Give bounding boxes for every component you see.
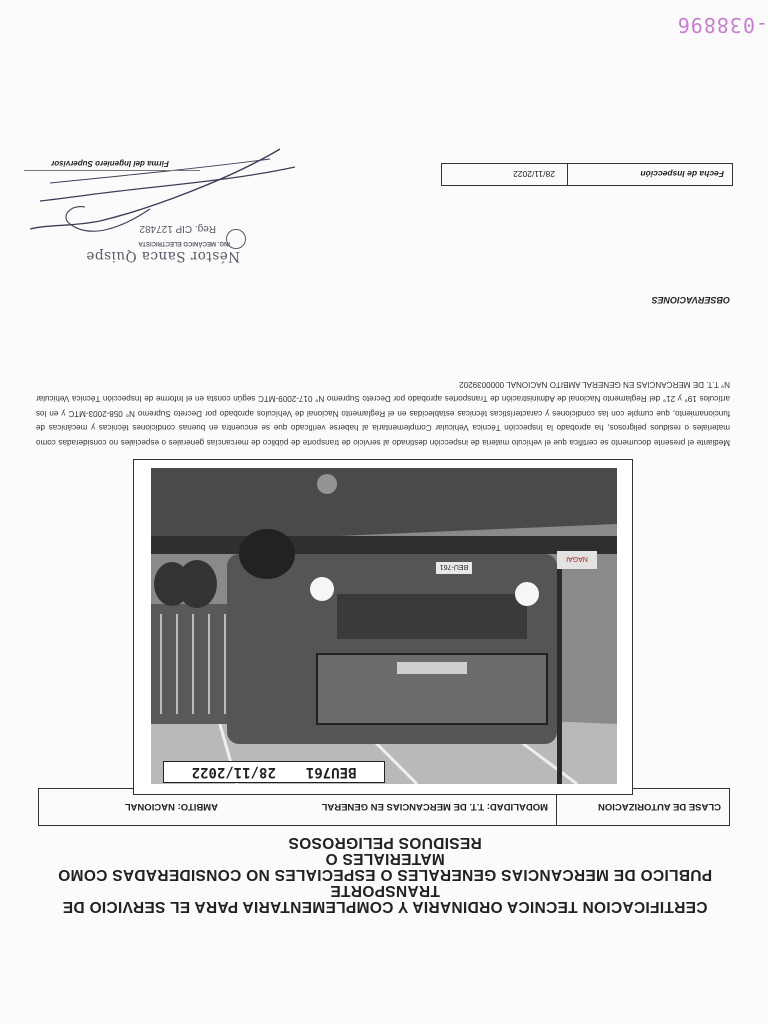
vehicle-photo — [151, 468, 617, 784]
inspection-date-value: 28/11/2022 — [513, 169, 555, 180]
svg-text:BEU-761: BEU-761 — [439, 563, 469, 570]
photo-plate-date-stamp — [163, 761, 385, 783]
stamp-seal-icon — [226, 229, 246, 249]
stamp-registration: Reg. CIP 127482 — [139, 223, 216, 234]
stamp-title: ING. MECÁNICO ELECTRICISTA — [138, 240, 230, 246]
document-title — [40, 834, 730, 914]
photo-plate: BEU761 — [305, 764, 357, 780]
title-line-2: PUBLICO DE MERCANCIAS GENERALES O ESPECIALES NO CONSIDERADAS COMO MATERIALES O — [57, 850, 713, 883]
truck-photo-illustration — [151, 468, 617, 784]
title-line-1: CERTIFICACION TECNICA ORDINARIA Y COMPLEMENTARIA PARA EL SERVICIO DE TRANSPORTE — [62, 882, 708, 915]
svg-text:NAGAI: NAGAI — [566, 555, 588, 562]
inspection-date-label: Fecha de Inspección — [567, 164, 732, 185]
ambito-cell: AMBITO: NACIONAL — [124, 801, 218, 813]
certification-paragraph: Mediante el presente documento se certifica que el vehículo materia de inspección destinado al servicio de transporte de público de mercancías generales o especiales no consideradas como materiales o residuos peligrosos, ha aprobado la Inspección Técnica Vehicular Complementaria al haberse verificado que se encuentra en buenas condiciones técnicas y mecánicas de funcionamiento, que cumple con las condiciones y características técnicas establecidas en el Reglamento Nacional de Vehículos aprobado por Decreto Supremo N° 058-2003-MTC y en los artículos 19° y 21° del Reglamento Nacional de Administración de Transportes aprobado por Decreto Supremo N° 017-2009-MTC según consta en el Informe de Inspección Técnica Vehicular N° T.T. DE MERCANCIAS EN GENERAL AMBITO NACIONAL 000003920​2 — [36, 379, 730, 447]
serial-number: -038896 — [676, 13, 768, 37]
supervisor-signature-line — [24, 170, 200, 171]
inspection-date-table — [441, 163, 733, 186]
modalidad-cell: MODALIDAD: T.T. DE MERCANCIAS EN GENERAL — [321, 801, 548, 813]
stamp-name: Néstor Sanca Quispe — [85, 248, 240, 264]
observaciones-label: OBSERVACIONES — [651, 295, 730, 305]
vehicle-photo-frame — [133, 459, 633, 795]
supervisor-label: Firma del Ingeniero Supervisor — [51, 159, 169, 168]
clase-cell: CLASE DE AUTORIZACION — [556, 789, 729, 825]
title-line-3: RESIDUOS PELIGROSOS — [288, 834, 482, 851]
photo-date: 28/11/2022 — [191, 764, 276, 780]
